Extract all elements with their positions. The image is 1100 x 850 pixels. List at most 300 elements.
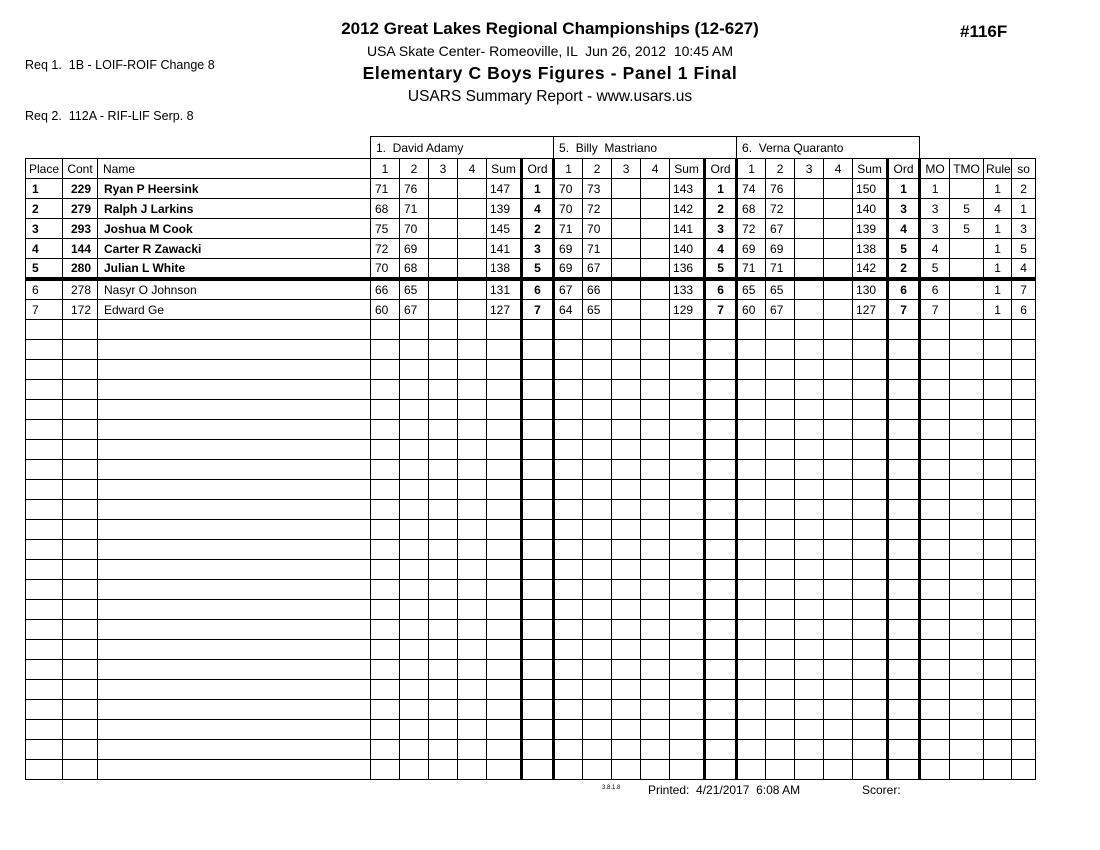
ord-cell <box>522 400 554 420</box>
header-cont: Cont <box>63 159 98 179</box>
mo-cell <box>920 760 950 780</box>
sum-cell <box>487 400 522 420</box>
score-cell <box>400 340 429 360</box>
score-cell <box>400 400 429 420</box>
score-cell <box>824 640 853 660</box>
score-cell <box>583 460 612 480</box>
score-cell <box>429 420 458 440</box>
score-cell <box>766 320 795 340</box>
cont-cell: 278 <box>63 279 98 300</box>
sum-cell <box>853 360 888 380</box>
ord-cell <box>705 320 737 340</box>
ord-cell <box>888 480 920 500</box>
tmo-cell <box>950 600 984 620</box>
score-cell <box>766 460 795 480</box>
rule-cell: 4 <box>984 199 1012 219</box>
score-cell <box>554 560 583 580</box>
score-cell <box>400 520 429 540</box>
score-cell <box>795 580 824 600</box>
score-cell <box>737 720 766 740</box>
sum-cell <box>487 760 522 780</box>
ord-cell <box>888 620 920 640</box>
score-cell <box>766 420 795 440</box>
cont-cell <box>63 740 98 760</box>
score-cell <box>795 620 824 640</box>
ord-cell <box>888 420 920 440</box>
sum-cell <box>670 360 705 380</box>
score-cell <box>554 380 583 400</box>
score-cell <box>766 660 795 680</box>
score-cell <box>458 300 487 320</box>
score-cell <box>458 620 487 640</box>
score-cell <box>824 199 853 219</box>
name-cell: Joshua M Cook <box>98 219 371 239</box>
score-cell <box>400 540 429 560</box>
cont-cell: 229 <box>63 179 98 199</box>
score-cell <box>766 380 795 400</box>
sum-cell <box>853 340 888 360</box>
sum-cell <box>853 760 888 780</box>
so-cell <box>1012 500 1036 520</box>
score-cell <box>371 480 400 500</box>
empty-row <box>26 700 1036 720</box>
empty-row <box>26 500 1036 520</box>
score-cell <box>824 560 853 580</box>
header-attempt-1: 1 <box>554 159 583 179</box>
ord-cell: 2 <box>522 219 554 239</box>
score-cell <box>429 480 458 500</box>
score-cell <box>583 540 612 560</box>
sum-cell: 127 <box>853 300 888 320</box>
ord-cell <box>522 560 554 580</box>
name-cell: Julian L White <box>98 259 371 280</box>
score-cell <box>554 660 583 680</box>
score-cell <box>371 320 400 340</box>
sum-cell <box>853 740 888 760</box>
name-cell <box>98 560 371 580</box>
tmo-cell <box>950 720 984 740</box>
ord-cell <box>705 380 737 400</box>
ord-cell <box>522 500 554 520</box>
score-cell <box>583 620 612 640</box>
score-cell <box>795 300 824 320</box>
empty-row <box>26 760 1036 780</box>
ord-cell: 6 <box>705 279 737 300</box>
mo-cell <box>920 660 950 680</box>
score-cell: 60 <box>737 300 766 320</box>
name-cell <box>98 420 371 440</box>
score-cell <box>400 740 429 760</box>
so-cell: 4 <box>1012 259 1036 280</box>
ord-cell <box>522 680 554 700</box>
name-cell <box>98 680 371 700</box>
score-cell <box>824 620 853 640</box>
score-cell: 68 <box>400 259 429 280</box>
so-cell: 3 <box>1012 219 1036 239</box>
score-cell <box>737 400 766 420</box>
tmo-cell <box>950 380 984 400</box>
name-cell <box>98 400 371 420</box>
empty-row <box>26 680 1036 700</box>
rule-cell <box>984 720 1012 740</box>
ord-cell <box>888 760 920 780</box>
score-cell <box>612 420 641 440</box>
rule-cell <box>984 620 1012 640</box>
score-cell: 70 <box>371 259 400 280</box>
score-cell <box>737 640 766 660</box>
sum-cell <box>487 320 522 340</box>
ord-cell <box>705 680 737 700</box>
score-cell <box>429 560 458 580</box>
place-cell: 4 <box>26 239 63 259</box>
rule-cell: 1 <box>984 219 1012 239</box>
ord-cell <box>705 540 737 560</box>
sum-cell: 142 <box>853 259 888 280</box>
results-table <box>25 136 1036 780</box>
score-cell <box>612 520 641 540</box>
ord-cell <box>522 600 554 620</box>
score-cell <box>795 500 824 520</box>
score-cell <box>400 700 429 720</box>
name-cell: Ryan P Heersink <box>98 179 371 199</box>
sum-cell <box>487 340 522 360</box>
judge-row-spacer <box>920 137 1036 159</box>
score-cell <box>641 340 670 360</box>
empty-row <box>26 620 1036 640</box>
sum-cell: 138 <box>487 259 522 280</box>
tmo-cell <box>950 340 984 360</box>
score-cell <box>429 540 458 560</box>
empty-row <box>26 400 1036 420</box>
so-cell <box>1012 760 1036 780</box>
score-cell <box>554 700 583 720</box>
mo-cell: 7 <box>920 300 950 320</box>
score-cell <box>458 340 487 360</box>
score-cell <box>400 480 429 500</box>
score-cell <box>371 640 400 660</box>
sum-cell <box>487 620 522 640</box>
tmo-cell <box>950 500 984 520</box>
score-cell <box>554 360 583 380</box>
score-cell <box>612 480 641 500</box>
name-cell: Nasyr O Johnson <box>98 279 371 300</box>
score-cell <box>612 640 641 660</box>
sum-cell <box>670 540 705 560</box>
ord-cell: 5 <box>888 239 920 259</box>
score-cell <box>371 440 400 460</box>
score-cell: 68 <box>371 199 400 219</box>
score-cell <box>554 760 583 780</box>
cont-cell <box>63 400 98 420</box>
ord-cell <box>705 360 737 380</box>
ord-cell: 2 <box>888 259 920 280</box>
score-cell <box>554 680 583 700</box>
score-cell <box>554 520 583 540</box>
req-line-2: Req 2. 112A - RIF-LIF Serp. 8 <box>25 109 194 123</box>
ord-cell <box>888 660 920 680</box>
name-cell <box>98 520 371 540</box>
place-cell <box>26 540 63 560</box>
score-cell <box>795 560 824 580</box>
score-cell <box>429 360 458 380</box>
tmo-cell <box>950 179 984 199</box>
score-cell <box>612 279 641 300</box>
score-cell <box>458 500 487 520</box>
empty-row <box>26 320 1036 340</box>
mo-cell <box>920 440 950 460</box>
sum-cell <box>853 640 888 660</box>
score-cell <box>824 720 853 740</box>
score-cell <box>766 680 795 700</box>
name-cell <box>98 480 371 500</box>
place-cell <box>26 460 63 480</box>
score-cell <box>458 440 487 460</box>
rule-cell <box>984 540 1012 560</box>
score-cell <box>612 700 641 720</box>
score-cell <box>795 760 824 780</box>
score-cell <box>824 360 853 380</box>
rule-cell <box>984 560 1012 580</box>
score-cell <box>766 400 795 420</box>
cont-cell <box>63 560 98 580</box>
score-cell <box>612 199 641 219</box>
score-cell <box>554 400 583 420</box>
sum-cell <box>670 620 705 640</box>
sum-cell: 139 <box>487 199 522 219</box>
score-cell <box>371 620 400 640</box>
sum-cell <box>670 760 705 780</box>
score-cell <box>554 480 583 500</box>
ord-cell <box>705 340 737 360</box>
so-cell <box>1012 460 1036 480</box>
score-cell <box>737 520 766 540</box>
mo-cell: 5 <box>920 259 950 280</box>
sum-cell <box>853 400 888 420</box>
score-cell: 67 <box>583 259 612 280</box>
ord-cell: 6 <box>522 279 554 300</box>
score-cell <box>795 360 824 380</box>
score-cell <box>737 700 766 720</box>
so-cell <box>1012 400 1036 420</box>
sum-cell <box>853 460 888 480</box>
score-cell <box>583 600 612 620</box>
score-cell <box>400 760 429 780</box>
cont-cell <box>63 340 98 360</box>
ord-cell <box>705 460 737 480</box>
score-cell <box>795 660 824 680</box>
empty-row <box>26 380 1036 400</box>
tmo-cell <box>950 700 984 720</box>
empty-row <box>26 640 1036 660</box>
score-cell <box>824 219 853 239</box>
place-cell: 6 <box>26 279 63 300</box>
score-cell: 70 <box>583 219 612 239</box>
score-cell: 65 <box>766 279 795 300</box>
sum-cell <box>670 640 705 660</box>
score-cell <box>583 420 612 440</box>
empty-row <box>26 440 1036 460</box>
cont-cell: 172 <box>63 300 98 320</box>
ord-cell: 7 <box>522 300 554 320</box>
ord-cell: 2 <box>705 199 737 219</box>
score-cell: 69 <box>554 239 583 259</box>
score-cell <box>458 760 487 780</box>
mo-cell <box>920 320 950 340</box>
name-cell <box>98 540 371 560</box>
ord-cell: 4 <box>888 219 920 239</box>
name-cell <box>98 600 371 620</box>
ord-cell <box>888 520 920 540</box>
score-cell <box>583 700 612 720</box>
score-cell: 69 <box>766 239 795 259</box>
cont-cell <box>63 500 98 520</box>
mo-cell <box>920 540 950 560</box>
mo-cell <box>920 520 950 540</box>
score-cell <box>429 660 458 680</box>
score-cell <box>824 320 853 340</box>
sum-cell: 129 <box>670 300 705 320</box>
score-cell <box>554 500 583 520</box>
score-cell <box>824 580 853 600</box>
sum-cell <box>487 740 522 760</box>
cont-cell <box>63 320 98 340</box>
ord-cell <box>888 540 920 560</box>
name-cell <box>98 580 371 600</box>
ord-cell <box>888 720 920 740</box>
ord-cell <box>522 700 554 720</box>
place-cell: 1 <box>26 179 63 199</box>
ord-cell <box>705 560 737 580</box>
mo-cell <box>920 700 950 720</box>
place-cell <box>26 580 63 600</box>
tmo-cell <box>950 540 984 560</box>
score-cell: 74 <box>737 179 766 199</box>
tmo-cell: 5 <box>950 199 984 219</box>
score-cell <box>795 520 824 540</box>
ord-cell: 4 <box>705 239 737 259</box>
ord-cell <box>888 640 920 660</box>
ord-cell <box>522 720 554 740</box>
score-cell <box>824 340 853 360</box>
score-cell <box>583 500 612 520</box>
score-cell <box>612 320 641 340</box>
score-cell <box>766 720 795 740</box>
sum-cell <box>853 680 888 700</box>
score-cell <box>737 460 766 480</box>
score-cell <box>458 239 487 259</box>
sum-cell <box>670 740 705 760</box>
rule-cell <box>984 480 1012 500</box>
empty-row <box>26 660 1036 680</box>
score-cell <box>737 580 766 600</box>
score-cell <box>737 660 766 680</box>
score-cell <box>612 500 641 520</box>
place-cell <box>26 420 63 440</box>
score-cell <box>795 460 824 480</box>
name-cell <box>98 340 371 360</box>
score-cell <box>371 720 400 740</box>
header-attempt-1: 1 <box>371 159 400 179</box>
score-cell <box>737 540 766 560</box>
sum-cell <box>670 720 705 740</box>
empty-row <box>26 420 1036 440</box>
tmo-cell <box>950 300 984 320</box>
sum-cell <box>487 580 522 600</box>
ord-cell <box>888 360 920 380</box>
score-cell <box>795 540 824 560</box>
score-cell <box>458 219 487 239</box>
score-cell <box>583 580 612 600</box>
header-mo: MO <box>920 159 950 179</box>
sum-cell <box>487 640 522 660</box>
header-ord: Ord <box>888 159 920 179</box>
score-cell <box>612 259 641 280</box>
score-cell <box>371 760 400 780</box>
sum-cell: 142 <box>670 199 705 219</box>
score-cell <box>795 320 824 340</box>
so-cell: 6 <box>1012 300 1036 320</box>
score-cell <box>641 360 670 380</box>
score-cell <box>766 340 795 360</box>
tmo-cell <box>950 640 984 660</box>
name-cell <box>98 440 371 460</box>
ord-cell <box>888 320 920 340</box>
mo-cell <box>920 340 950 360</box>
tmo-cell <box>950 660 984 680</box>
ord-cell: 1 <box>522 179 554 199</box>
score-cell <box>554 540 583 560</box>
header-ord: Ord <box>522 159 554 179</box>
sum-cell: 140 <box>853 199 888 219</box>
so-cell <box>1012 560 1036 580</box>
score-cell <box>371 540 400 560</box>
score-cell <box>429 380 458 400</box>
sum-cell <box>853 720 888 740</box>
rule-cell <box>984 520 1012 540</box>
score-cell <box>429 520 458 540</box>
score-cell <box>583 340 612 360</box>
judge-name-box: 5. Billy Mastriano <box>554 137 737 159</box>
score-cell <box>641 420 670 440</box>
score-cell <box>458 700 487 720</box>
score-cell <box>766 620 795 640</box>
so-cell: 2 <box>1012 179 1036 199</box>
place-cell <box>26 400 63 420</box>
printed-timestamp: Printed: 4/21/2017 6:08 AM <box>648 783 801 797</box>
tmo-cell <box>950 480 984 500</box>
sum-cell <box>487 680 522 700</box>
score-cell <box>766 540 795 560</box>
tmo-cell <box>950 420 984 440</box>
ord-cell <box>888 460 920 480</box>
place-cell <box>26 440 63 460</box>
header-attempt-2: 2 <box>583 159 612 179</box>
ord-cell <box>705 600 737 620</box>
score-cell: 69 <box>737 239 766 259</box>
score-cell <box>583 360 612 380</box>
score-cell <box>612 560 641 580</box>
tmo-cell <box>950 279 984 300</box>
name-cell: Ralph J Larkins <box>98 199 371 219</box>
score-cell <box>400 380 429 400</box>
score-cell <box>554 340 583 360</box>
mo-cell: 6 <box>920 279 950 300</box>
ord-cell <box>522 640 554 660</box>
score-cell <box>795 680 824 700</box>
mo-cell <box>920 480 950 500</box>
score-cell <box>371 600 400 620</box>
ord-cell <box>888 440 920 460</box>
